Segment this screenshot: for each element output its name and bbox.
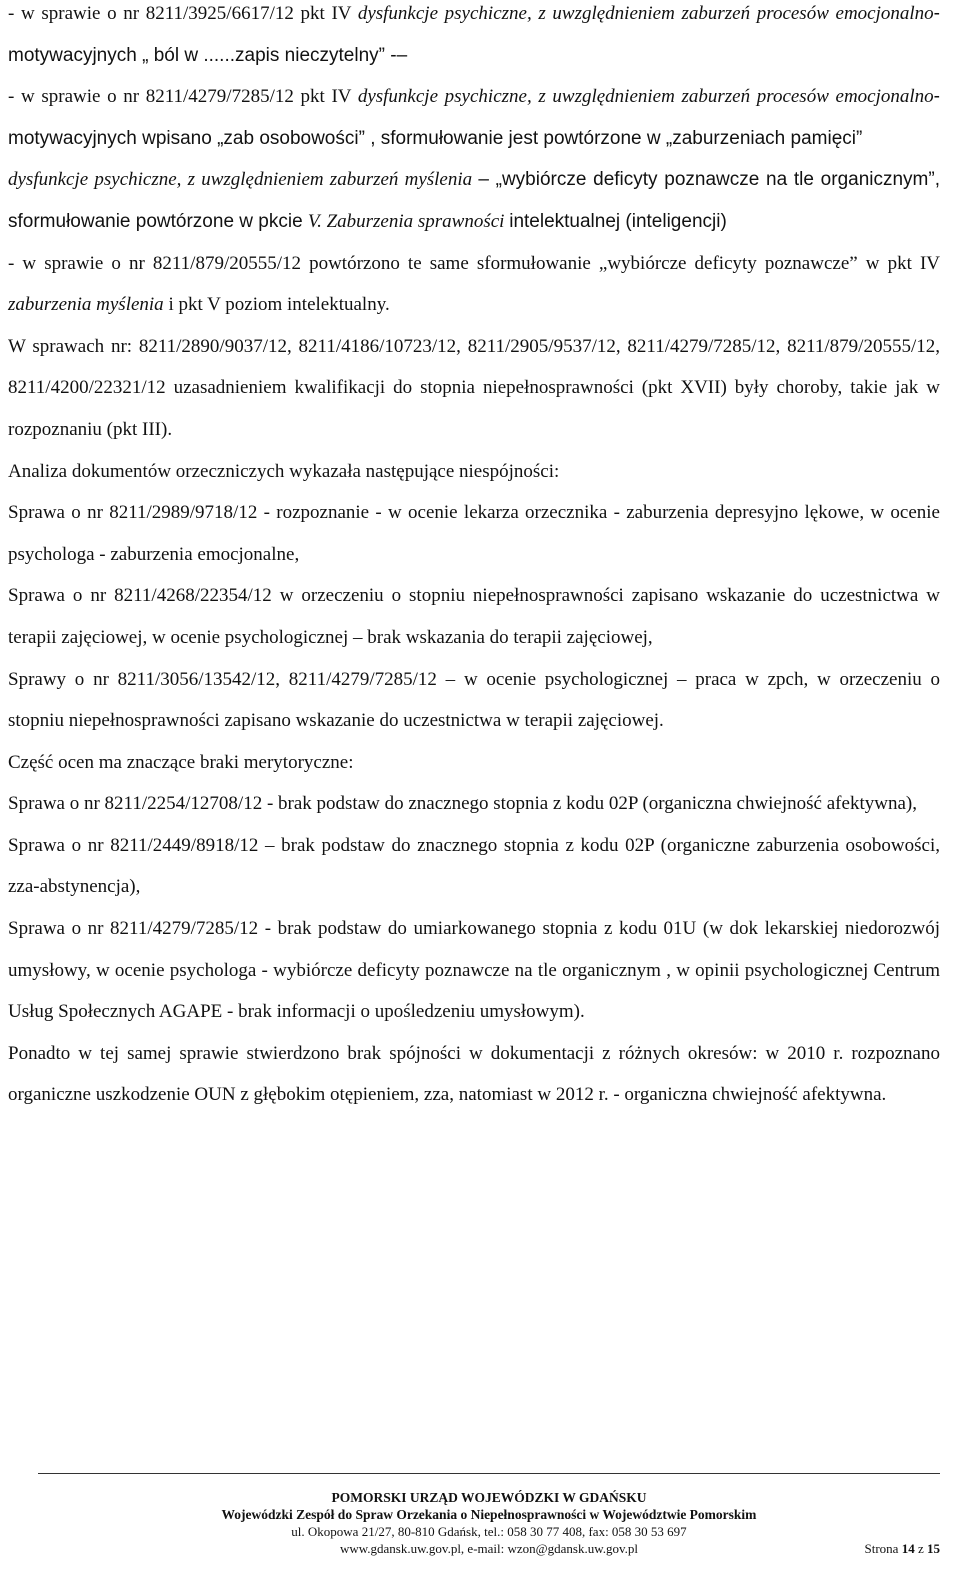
text-run: dysfunkcje psychiczne, z uwzględnieniem zaburzeń procesów emocjonalno (357, 3, 934, 24)
page-total: 15 (927, 1541, 940, 1556)
text-run: -motywacyjnych wpisano „zab osobowości” , sformułowanie jest powtórzone w „zaburzeniach pamięci” (8, 86, 940, 149)
text-run: V. Zaburzenia sprawności (307, 210, 510, 232)
document-body (8, 0, 940, 1116)
page-current: 14 (901, 1541, 915, 1556)
page-footer (38, 1473, 940, 1557)
text-run: Sprawa o nr 8211/4268/22354/12 w orzeczeniu o stopniu niepełnosprawności zapisano wskazanie do uczestnictwa w terapii zajęciowej, w ocenie psychologicznej – brak wskazania do terapii zajęciowej, (8, 585, 940, 648)
paragraph-case-2254 (8, 783, 940, 825)
text-run: intelektualnej (inteligencji) (509, 210, 727, 232)
paragraph-case-2989 (8, 492, 940, 575)
text-run: Sprawa o nr 8211/4279/7285/12 - brak podstaw do umiarkowanego stopnia z kodu 01U (w dok lekarskiej niedorozwój umysłowy, w ocenie psychologa - wybiórcze deficyty poznawcze na tle organicznym , w opinii psychologicznej Centrum Usług Społecznych AGAPE - brak informacji o upośledzeniu umysłowym). (8, 918, 940, 1023)
paragraph-analysis-heading (8, 451, 940, 493)
text-run: dysfunkcje psychiczne, z uwzględnieniem zaburzeń myślenia (8, 169, 479, 191)
text-run: Sprawa o nr 8211/2254/12708/12 - brak podstaw do znacznego stopnia z kodu 02P (organiczna chwiejność afektywna), (8, 793, 917, 815)
text-run: - w sprawie o nr 8211/4279/7285/12 pkt IV (8, 86, 358, 108)
footer-unit: Wojewódzki Zespół do Spraw Orzekania o Niepełnosprawności w Województwie Pomorskim (221, 1507, 757, 1522)
paragraph-deficiencies-heading (8, 742, 940, 784)
text-run: Ponadto w tej samej sprawie stwierdzono brak spójności w dokumentacji z różnych okresów: w 2010 r. rozpoznano organiczne uszkodzenie OUN z głębokim otępieniem, zza, natomiast w 2012 r. - organiczna chwiejność afektywna. (8, 1042, 940, 1106)
footer-contact-line (38, 1540, 940, 1557)
paragraph-case-4279-01U (8, 908, 940, 1033)
text-run: zaburzenia myślenia (8, 294, 164, 316)
paragraph-case-879 (8, 243, 940, 326)
paragraph-case-2449 (8, 825, 940, 908)
footer-web-email: www.gdansk.uw.gov.pl, e-mail: wzon@gdansk.uw.gov.pl (339, 1541, 639, 1556)
text-run: -motywacyjnych „ ból w (8, 3, 940, 66)
text-run: Sprawy o nr 8211/3056/13542/12, 8211/4279/7285/12 – w ocenie psychologicznej – praca w zpch, w orzeczeniu o stopniu niepełnosprawności zapisano wskazanie do uczestnictwa w terapii zajęciowej. (8, 668, 940, 732)
text-run: – „wybiórcze deficyty poznawcze na tle organicznym”, sformułowanie powtórzone w pkcie (8, 169, 940, 232)
page-word: Strona (864, 1541, 899, 1556)
text-run: - w sprawie o nr 8211/3925/6617/12 pkt IV (8, 3, 358, 24)
text-run: ......zapis nieczytelny” -– (203, 44, 408, 66)
text-run: Sprawa o nr 8211/2989/9718/12 - rozpoznanie - w ocenie lekarza orzecznika - zaburzenia depresyjno lękowe, w ocenie psychologa - zaburzenia emocjonalne, (8, 502, 940, 565)
text-run: W sprawach nr: 8211/2890/9037/12, 8211/4186/10723/12, 8211/2905/9537/12, 8211/4279/7285/12, 8211/879/20555/12, 8211/4200/22321/12 uzasadnieniem kwalifikacji do stopnia niepełnosprawności (pkt XVII) były choroby, takie jak w rozpoznaniu (pkt III). (8, 335, 940, 440)
paragraph-case-4279 (8, 76, 940, 159)
page-of: z (917, 1541, 924, 1556)
paragraph-inconsistency (8, 1033, 940, 1116)
text-run: Sprawa o nr 8211/2449/8918/12 – brak podstaw do znacznego stopnia z kodu 02P (organiczne zaburzenia osobowości, zza-abstynencja), (8, 834, 940, 898)
paragraph-case-3925 (8, 0, 940, 76)
paragraph-thinking-disorders (8, 159, 940, 242)
footer-address: ul. Okopowa 21/27, 80-810 Gdańsk, tel.: 058 30 77 408, fax: 058 30 53 697 (291, 1524, 687, 1539)
paragraph-qualification (8, 326, 940, 451)
text-run: i pkt V poziom intelektualny. (163, 294, 390, 316)
footer-organization: POMORSKI URZĄD WOJEWÓDZKI W GDAŃSKU (331, 1490, 647, 1505)
page-number (865, 1540, 940, 1557)
text-run: dysfunkcje psychiczne, z uwzględnieniem zaburzeń procesów emocjonalno (357, 86, 934, 108)
text-run: Część ocen ma znaczące braki merytoryczne: (8, 751, 354, 773)
paragraph-case-4268 (8, 575, 940, 658)
text-run: - w sprawie o nr 8211/879/20555/12 powtórzono te same sformułowanie „wybiórcze deficyty poznawcze” w pkt IV (8, 252, 940, 274)
text-run: Analiza dokumentów orzeczniczych wykazała następujące niespójności: (8, 460, 560, 482)
paragraph-cases-3056-4279 (8, 659, 940, 742)
